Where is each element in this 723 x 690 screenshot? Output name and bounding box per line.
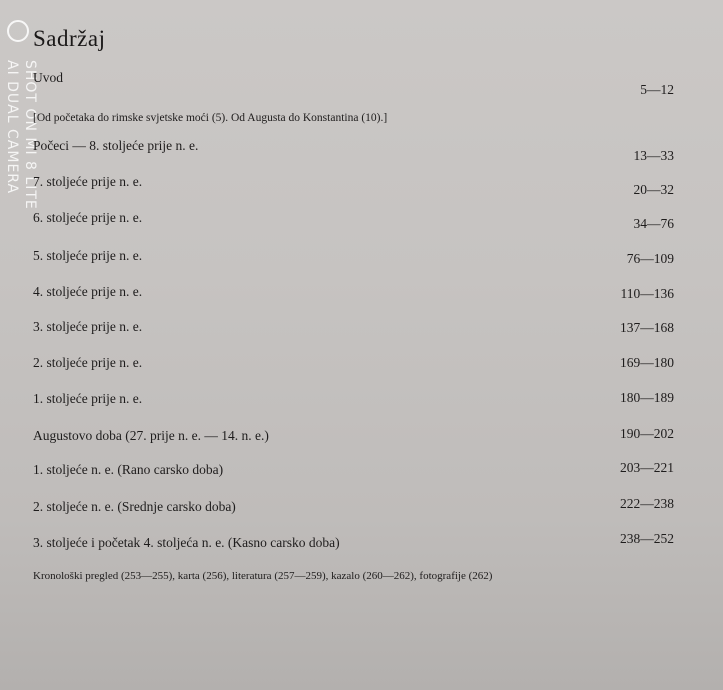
toc-entry-pages: 110—136 — [620, 286, 674, 301]
toc-entry-text: 1. stoljeće n. e. (Rano carsko doba) — [33, 462, 224, 477]
toc-entry-pages: 190—202 — [620, 426, 674, 441]
toc-entry-text: 2. stoljeće n. e. (Srednje carsko doba) — [33, 499, 236, 514]
toc-entry-text: Počeci — 8. stoljeće prije n. e. — [33, 138, 199, 153]
toc-entry-text: [Od početaka do rimske svjetske moći (5). Od Augusta do Konstantina (10).] — [33, 112, 388, 124]
toc-entry-pages: 5—12 — [640, 82, 674, 97]
toc-entry-text: 2. stoljeće prije n. e. — [33, 355, 143, 370]
toc-entry-pages: 180—189 — [620, 390, 674, 405]
toc-entry-pages: 20—32 — [633, 182, 674, 197]
toc-entry-pages: 203—221 — [620, 460, 674, 475]
toc-entry-text: 1. stoljeće prije n. e. — [33, 391, 143, 406]
toc-entry-text: 4. stoljeće prije n. e. — [33, 284, 143, 299]
page-title: Sadržaj — [33, 26, 106, 51]
toc-entry-text: 3. stoljeće prije n. e. — [33, 319, 143, 334]
toc-entry-text: 5. stoljeće prije n. e. — [33, 248, 143, 263]
toc-entry-text: Augustovo doba (27. prije n. e. — 14. n. e.) — [33, 428, 269, 443]
toc-entry-text: 6. stoljeće prije n. e. — [33, 210, 143, 225]
footer-note: Kronološki pregled (253—255), karta (256), literatura (257—259), kazalo (260—262), fotografije (262) — [33, 570, 493, 582]
toc-entry-pages: 13—33 — [633, 148, 674, 163]
toc-entry-text: 7. stoljeće prije n. e. — [33, 174, 143, 189]
toc-entry-text: 3. stoljeće i početak 4. stoljeća n. e. (Kasno carsko doba) — [33, 535, 340, 550]
toc-entry-pages: 169—180 — [620, 355, 674, 370]
toc-entry-pages: 238—252 — [620, 531, 674, 546]
watermark-line-2: AI DUAL CAMERA — [4, 60, 20, 195]
toc-entry-pages: 137—168 — [620, 320, 674, 335]
toc-entry-text: Uvod — [33, 70, 63, 85]
toc-entry-pages: 222—238 — [620, 496, 674, 511]
toc-entry-pages: 76—109 — [626, 251, 674, 266]
camera-ring-icon — [7, 20, 29, 42]
toc-entry-pages: 34—76 — [633, 216, 674, 231]
watermark-line-1: SHOT ON MI 8 LITE — [22, 60, 38, 210]
